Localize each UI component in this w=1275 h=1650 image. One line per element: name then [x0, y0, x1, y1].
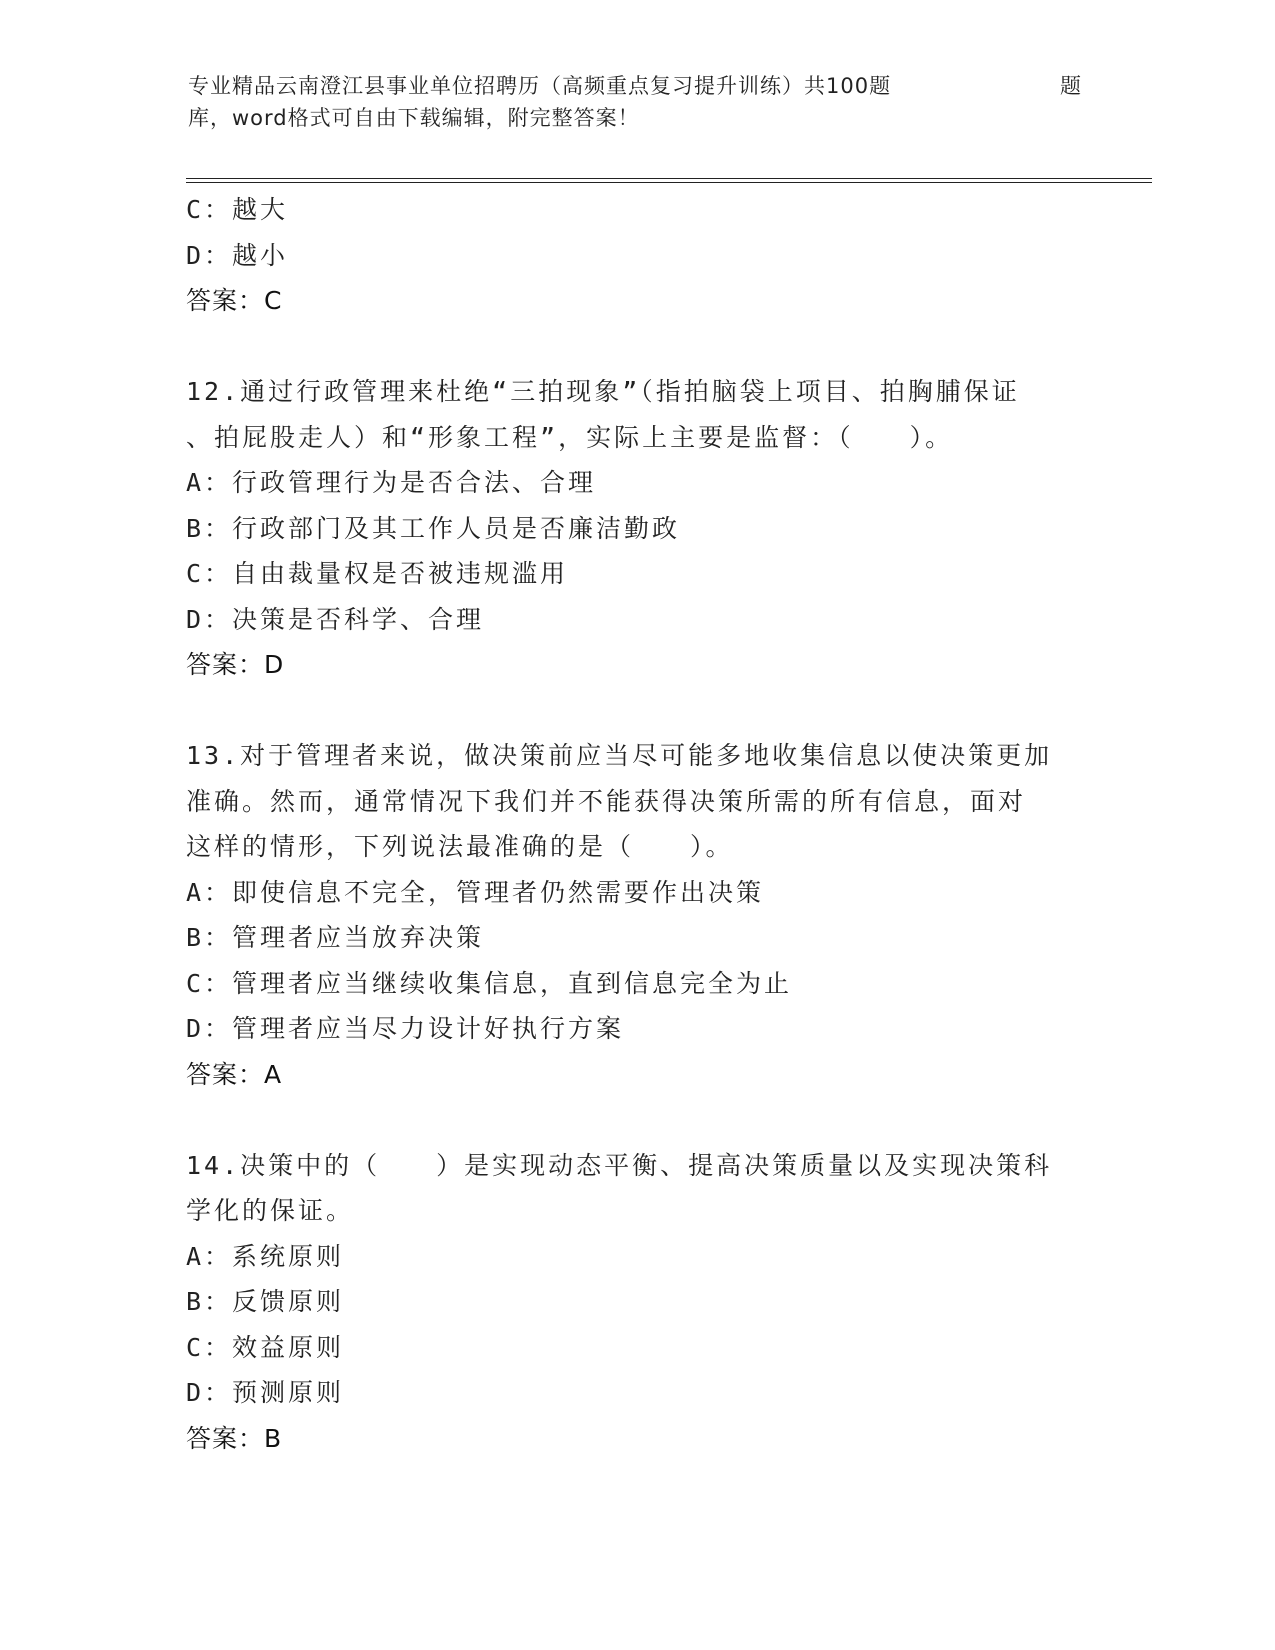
question-text: 这样的情形，下列说法最准确的是（ ）。: [186, 832, 734, 861]
option-b: B：反馈原则: [186, 1287, 345, 1316]
question-text: 学化的保证。: [186, 1196, 355, 1225]
option-d: D：越小: [186, 240, 289, 270]
option-a: A：系统原则: [186, 1241, 345, 1271]
question-14: [186, 1143, 1086, 1462]
option-c: C：越大: [186, 195, 289, 224]
answer-line: 答案：C: [186, 286, 283, 315]
header-line-2: 库，word格式可自由下载编辑，附完整答案！: [188, 106, 640, 130]
answer-line: 答案：A: [186, 1059, 283, 1089]
question-text: 14.决策中的（ ）是实现动态平衡、提高决策质量以及实现决策科: [186, 1150, 1053, 1180]
option-b: B：管理者应当放弃决策: [186, 923, 485, 952]
answer-line: 答案：D: [186, 650, 285, 679]
option-a: A：即使信息不完全，管理者仍然需要作出决策: [186, 877, 765, 907]
option-d: D：管理者应当尽力设计好执行方案: [186, 1014, 625, 1043]
question-13: [186, 733, 1086, 1097]
option-b: B：行政部门及其工作人员是否廉洁勤政: [186, 513, 681, 543]
header-title: 专业精品云南澄江县事业单位招聘历（高频重点复习提升训练）共100题: [188, 74, 892, 98]
header-title-tail: 题: [1060, 74, 1082, 98]
option-c: C：自由裁量权是否被违规滥用: [186, 559, 569, 588]
question-text: 准确。然而，通常情况下我们并不能获得决策所需的所有信息，面对: [186, 786, 1027, 816]
header-line-1: [188, 70, 1088, 102]
answer-line: 答案：B: [186, 1423, 283, 1453]
option-c: C：效益原则: [186, 1332, 345, 1362]
question-text: 、拍屁股走人）和“形象工程”，实际上主要是监督：（ ）。: [186, 422, 954, 452]
question-12: [186, 369, 1086, 688]
page-header: [188, 70, 1088, 134]
question-text: 13.对于管理者来说，做决策前应当尽可能多地收集信息以使决策更加: [186, 741, 1053, 770]
option-d: D：决策是否科学、合理: [186, 604, 485, 634]
header-divider-top: [186, 178, 1152, 179]
header-divider-bottom: [186, 182, 1152, 183]
question-text: 12.通过行政管理来杜绝“三拍现象”（指拍脑袋上项目、拍胸脯保证: [186, 377, 1020, 406]
option-c: C：管理者应当继续收集信息，直到信息完全为止: [186, 968, 793, 998]
document-body: [186, 187, 1086, 1461]
previous-question-tail: [186, 187, 1086, 324]
option-a: A：行政管理行为是否合法、合理: [186, 468, 597, 497]
option-d: D：预测原则: [186, 1378, 345, 1407]
